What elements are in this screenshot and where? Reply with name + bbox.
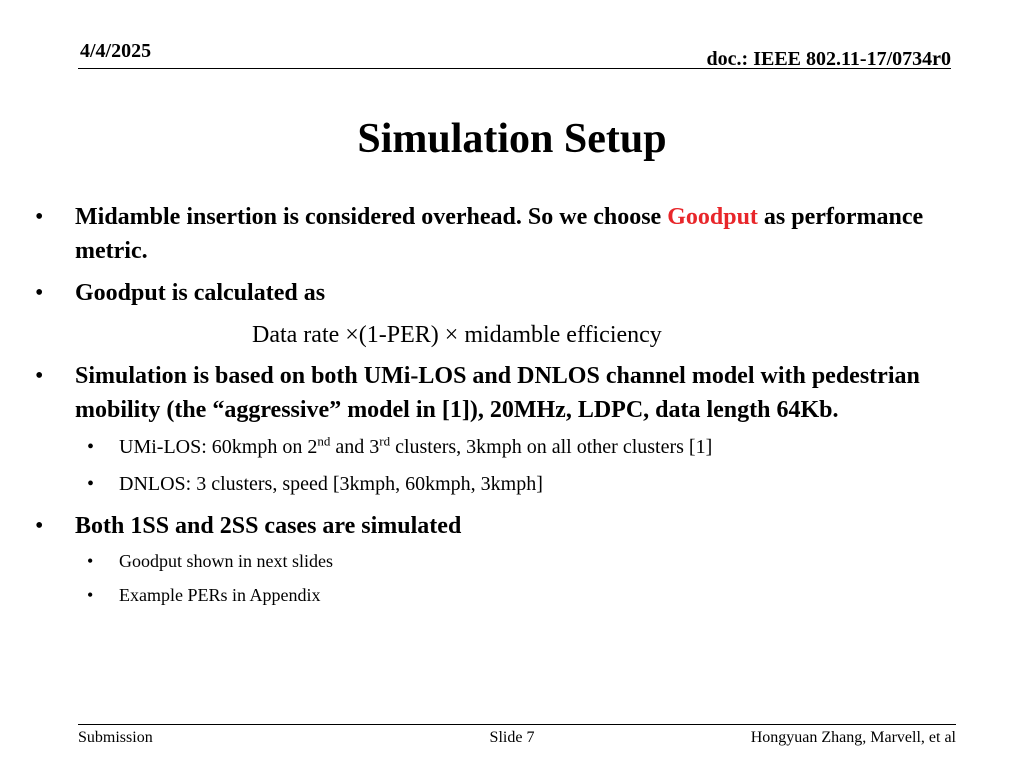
bullet-text-cont: as performance metric. xyxy=(75,204,924,264)
sub-bullet-umi-los xyxy=(35,433,965,461)
sub-bullet-text: Example PERs in Appendix xyxy=(119,585,321,605)
sub-bullet-goodput-next xyxy=(35,549,965,573)
footer-submission: Submission xyxy=(78,729,153,746)
bullet-goodput-calc xyxy=(35,276,965,310)
slide-body xyxy=(35,200,965,607)
sub-bullet-text: UMi-LOS: 60kmph on 2 xyxy=(119,436,318,458)
bullet-channel-model xyxy=(35,359,965,427)
sub-bullet-dot: • xyxy=(87,585,94,605)
sub-bullet-dot: • xyxy=(87,473,95,495)
header-divider xyxy=(78,68,951,69)
header-date: 4/4/2025 xyxy=(80,40,152,62)
ordinal-sup-nd: nd xyxy=(317,433,331,449)
bullet-dot: • xyxy=(35,280,44,306)
bullet-dot: • xyxy=(35,513,44,539)
bullet-text: Goodput is calculated as xyxy=(75,280,326,306)
goodput-formula: Data rate ×(1-PER) × midamble efficiency xyxy=(252,322,662,348)
header-doc-id: doc.: IEEE 802.11-17/0734r0 xyxy=(706,48,951,70)
bullet-text: Simulation is based on both UMi-LOS and DNLOS channel model with pedestrian mobility (the “aggressive” model in [1]), 20MHz, LDPC, data length 64Kb. xyxy=(75,363,920,423)
goodput-highlight: Goodput xyxy=(667,204,758,230)
slide-title: Simulation Setup xyxy=(357,116,667,162)
footer-slide-number: Slide 7 xyxy=(489,729,535,746)
bullet-text: Midamble insertion is considered overhead. So we choose xyxy=(75,204,668,230)
sub-bullet-text-end: clusters, 3kmph on all other clusters [1] xyxy=(390,436,713,458)
sub-bullet-text-cont: and 3 xyxy=(330,436,380,458)
bullet-dot: • xyxy=(35,363,44,389)
sub-bullet-dnlos xyxy=(35,470,965,498)
bullet-dot: • xyxy=(35,204,44,230)
footer-divider xyxy=(78,724,956,725)
bullet-text: Both 1SS and 2SS cases are simulated xyxy=(75,513,462,539)
footer-authors: Hongyuan Zhang, Marvell, et al xyxy=(750,729,956,746)
sub-bullet-dot: • xyxy=(87,436,95,458)
bullet-goodput-metric xyxy=(35,200,965,268)
sub-bullet-per-appendix xyxy=(35,583,965,607)
sub-bullet-text: DNLOS: 3 clusters, speed [3kmph, 60kmph, 3kmph] xyxy=(119,473,543,495)
bullet-ss-cases xyxy=(35,509,965,543)
sub-bullet-text: Goodput shown in next slides xyxy=(119,551,333,571)
ordinal-sup-rd: rd xyxy=(379,433,391,449)
sub-bullet-dot: • xyxy=(87,551,94,571)
